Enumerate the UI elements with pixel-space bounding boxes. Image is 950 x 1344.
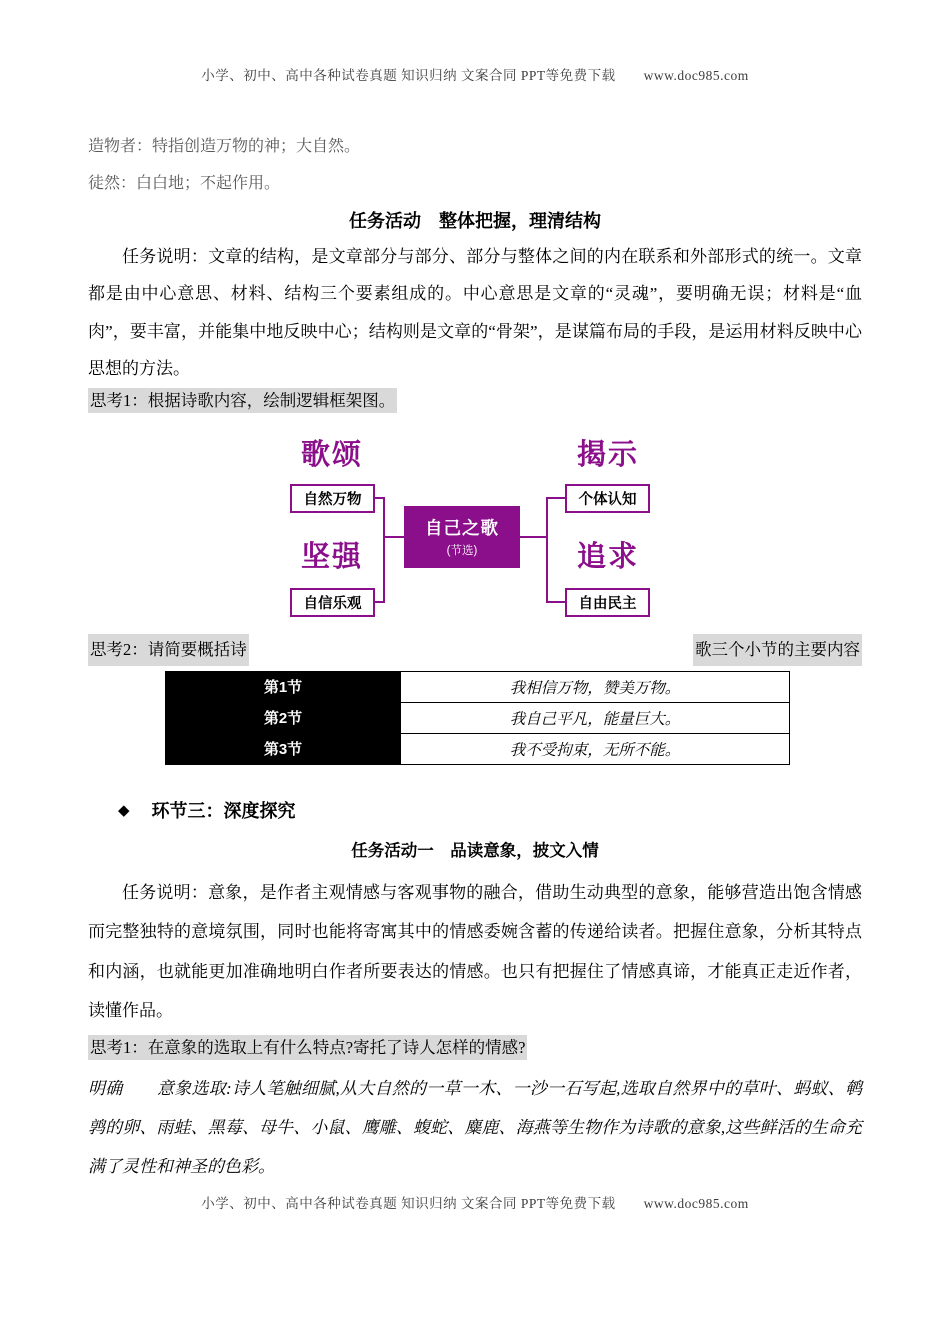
imagery-question-text: 思考1：在意象的选取上有什么特点?寄托了诗人怎样的情感? [88,1035,527,1060]
center-node-title: 自己之歌 [425,518,499,539]
keyword-praise: 歌颂 [300,438,363,471]
activity-one-description: 任务说明：意象，是作者主观情感与客观事物的融合，借助生动典型的意象，能够营造出饱含情感而完整独特的意境氛围，同时也能将寄寓其中的情感委婉含蓄的传递给读者。把握住意象，分析其特点和内涵，也就能更加准确地明白作者所要表达的情感。也只有把握住了情感真谛，才能真正走近作者，读懂作品。 [88,882,862,1021]
glossary-line-1: 造物者：特指创造万物的神；大自然。 [88,138,361,155]
page-footer: 小学、初中、高中各种试卷真题 知识归纳 文案合同 PPT等免费下载 www.doc985.com [201,1196,749,1211]
page-header: 小学、初中、高中各种试卷真题 知识归纳 文案合同 PPT等免费下载 www.doc985.com [201,68,749,83]
table-row [166,733,790,764]
imagery-answer-paragraph: 明确 意象选取:诗人笔触细腻,从大自然的一草一木、一沙一石写起,选取自然界中的草叶、蚂蚁、鹌鹑的卵、雨蛙、黑莓、母牛、小鼠、鹰雕、蝮蛇、麋鹿、海燕等生物作为诗歌的意象,这些鲜活的生命充满了灵性和神圣的色彩。 [88,1078,862,1176]
stanza-label: 第3节 [166,733,401,764]
imagery-question-line [88,1035,862,1061]
section-three-heading-text: 环节三：深度探究 [151,800,296,821]
stanza-label: 第2节 [166,702,401,733]
stanza-label: 第1节 [166,671,401,702]
stanza-summary: 我自己平凡，能量巨大。 [401,702,790,733]
node-optimism: 自信乐观 [290,588,375,617]
keyword-pursue: 追求 [576,540,639,573]
question-2-line [88,634,862,666]
stanza-summary: 我不受拘束，无所不能。 [401,733,790,764]
task-description: 任务说明：文章的结构，是文章部分与部分、部分与整体之间的内在联系和外部形式的统一。文章都是由中心意思、材料、结构三个要素组成的。中心意思是文章的“灵魂”，要明确无误；材料是“血肉”，要丰富，并能集中地反映中心；结构则是文章的“骨架”，是谋篇布局的手段，是运用材料反映中心思想的方法。 [88,247,862,379]
logic-framework-diagram [88,432,862,620]
connector-line [520,536,548,538]
stanza-summary: 我相信万物，赞美万物。 [401,671,790,702]
connector-line [548,497,565,499]
stanza-summary-table [165,671,790,765]
keyword-strong: 坚强 [300,540,363,573]
connector-line [383,536,404,538]
question-1-text: 思考1：根据诗歌内容，绘制逻辑框架图。 [88,388,397,413]
table-row [166,671,790,702]
keyword-reveal: 揭示 [576,438,639,471]
question-2-left-text: 思考2：请简要概括诗 [88,634,249,666]
connector-line [546,497,548,603]
node-democracy: 自由民主 [565,588,650,617]
connector-line [548,601,565,603]
table-row [166,702,790,733]
center-node-song-of-myself [404,506,520,568]
node-nature: 自然万物 [290,484,375,513]
question-2-right-text: 歌三个小节的主要内容 [693,634,862,666]
activity-one-title: 任务活动一 品读意象，披文入情 [351,841,599,860]
center-node-subtitle: (节选) [446,545,478,558]
glossary-line-2: 徒然：白白地；不起作用。 [88,175,281,192]
diamond-bullet-icon: ◆ [118,801,130,819]
connector-line [383,497,385,603]
node-cognition: 个体认知 [565,484,650,513]
question-1-line [88,388,862,414]
section-three-heading [88,797,862,825]
task-activity-title: 任务活动 整体把握，理清结构 [349,211,601,231]
